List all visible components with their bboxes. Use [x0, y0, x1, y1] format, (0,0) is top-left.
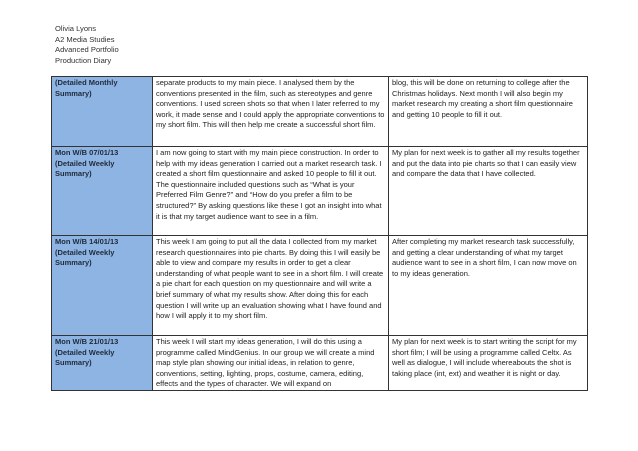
table-row [52, 147, 588, 236]
table-row [52, 236, 588, 336]
production-diary-table [51, 76, 588, 391]
row-label: (Detailed Monthly Summary) [52, 77, 153, 147]
plan-cell: blog, this will be done on returning to college after the Christmas holidays. Next month I will also begin my market research my creating a short film questionnaire and getting 10 people to fill it out. [389, 77, 588, 147]
work-cell: This week I am going to put all the data I collected from my market research questionnaires into pie charts. By doing this I will easily be able to view and compare my results in order to get a clear understanding of what people want to see in a short film. I will create a pie chart for each question on my questionnaire and will write a brief summary of what my results show. After doing this for each question I will write up an evaluation showing what I have found and how I will apply it to my short film. [153, 236, 389, 336]
work-cell: separate products to my main piece. I analysed them by the conventions presented in the film, such as stereotypes and genre conventions. I used screen shots so that when I later referred to my work, it made sense and I could apply the appropriate conventions to my short film. This will then help me create a successful short film. [153, 77, 389, 147]
table-row [52, 336, 588, 391]
plan-cell: After completing my market research task successfully, and getting a clear understanding of what my target audience want to see in a short film, I can now move on to my ideas generation. [389, 236, 588, 336]
table-row [52, 77, 588, 147]
work-cell: This week I will start my ideas generation, I will do this using a programme called MindGenius. In our group we will create a mind map style plan showing our initial ideas, in relation to genre, conventions, setting, lighting, props, costume, camera, editing, effects and the types of character. We will expand on [153, 336, 389, 391]
diary-title: Production Diary [55, 55, 112, 65]
row-label: Mon W/B 21/01/13 (Detailed Weekly Summary) [52, 336, 153, 391]
plan-cell: My plan for next week is to gather all my results together and put the data into pie charts so that I can easily view and compare the data that I have collected. [389, 147, 588, 236]
row-label: Mon W/B 14/01/13 (Detailed Weekly Summary) [52, 236, 153, 336]
course-title: A2 Media Studies [55, 34, 115, 44]
author-name: Olivia Lyons [55, 24, 97, 33]
plan-cell: My plan for next week is to start writing the script for my short film; I will be using a programme called Celtx. As well as dialogue, I will include whereabouts the shot is taking place (int, ext) and weather it is night or day. [389, 336, 588, 391]
document-header [55, 24, 119, 66]
work-cell: I am now going to start with my main piece construction. In order to help with my ideas generation I carried out a market research task. I created a short film questionnaire and asked 10 people to fill it out. The questionnaire included questions such as “What is your Preferred Film Genre?” and “How do you prefer a film to be structured?” By asking questions like these I got an insight into what it is that my target audience want to see in a film. [153, 147, 389, 236]
portfolio-title: Advanced Portfolio [55, 45, 119, 55]
row-label: Mon W/B 07/01/13 (Detailed Weekly Summary) [52, 147, 153, 236]
